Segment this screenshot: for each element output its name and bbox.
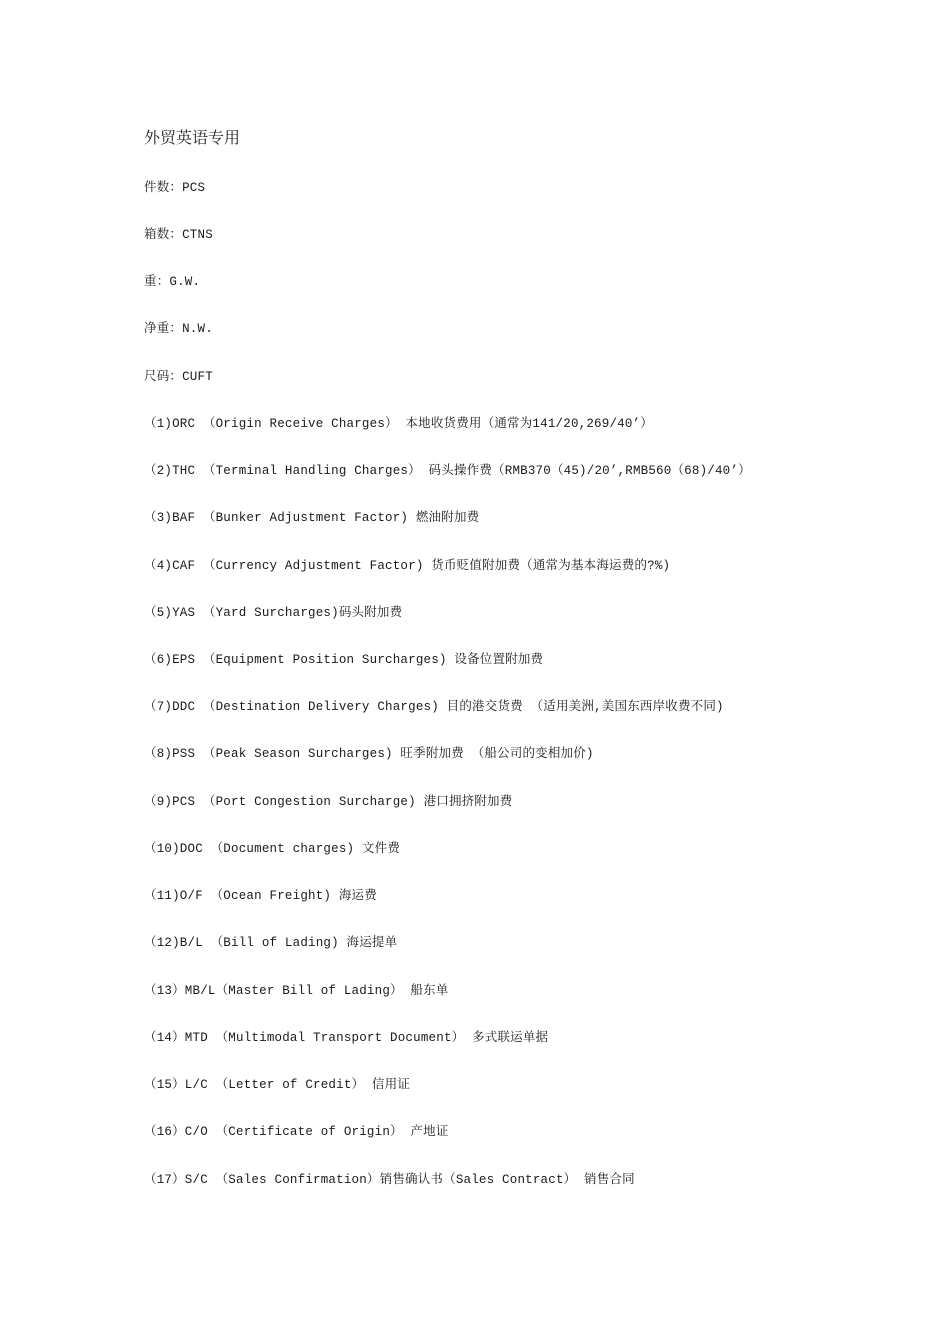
line-pieces: 件数：PCS [144, 181, 206, 195]
term-caf: （4)CAF （Currency Adjustment Factor) 货币贬值附加费（通常为基本海运费的?%) [144, 559, 671, 573]
term-pcs: （9)PCS （Port Congestion Surcharge) 港口拥挤附加费 [144, 795, 513, 809]
term-doc: （10)DOC （Document charges) 文件费 [144, 842, 401, 856]
term-mtd: （14）MTD （Multimodal Transport Document） 多式联运单据 [144, 1031, 549, 1045]
term-orc: （1)ORC （Origin Receive Charges） 本地收货费用（通常为141/20,269/40’） [144, 417, 653, 431]
term-thc: （2)THC （Terminal Handling Charges） 码头操作费（RMB370（45)/20’,RMB560（68)/40’） [144, 464, 751, 478]
term-bl: （12)B/L （Bill of Lading) 海运提单 [144, 936, 398, 950]
term-sc: （17）S/C （Sales Confirmation）销售确认书（Sales Contract） 销售合同 [144, 1173, 635, 1187]
term-lc: （15）L/C （Letter of Credit） 信用证 [144, 1078, 411, 1092]
term-baf: （3)BAF （Bunker Adjustment Factor) 燃油附加费 [144, 511, 480, 525]
line-measurement: 尺码：CUFT [144, 370, 213, 384]
term-eps: （6)EPS （Equipment Position Surcharges) 设备位置附加费 [144, 653, 544, 667]
term-co: （16）C/O （Certificate of Origin） 产地证 [144, 1125, 449, 1139]
term-of: （11)O/F （Ocean Freight) 海运费 [144, 889, 377, 903]
term-yas: （5)YAS （Yard Surcharges)码头附加费 [144, 606, 403, 620]
line-net-weight: 净重：N.W. [144, 322, 213, 336]
term-pss: （8)PSS （Peak Season Surcharges) 旺季附加费 （船公司的变相加价) [144, 747, 594, 761]
document-title: 外贸英语专用 [144, 128, 241, 147]
term-ddc: （7)DDC （Destination Delivery Charges) 目的港交货费 （适用美洲,美国东西岸收费不同) [144, 700, 724, 714]
line-gross-weight: 重：G.W. [144, 275, 201, 289]
term-mbl: （13）MB/L（Master Bill of Lading） 船东单 [144, 984, 449, 998]
line-cartons: 箱数：CTNS [144, 228, 213, 242]
